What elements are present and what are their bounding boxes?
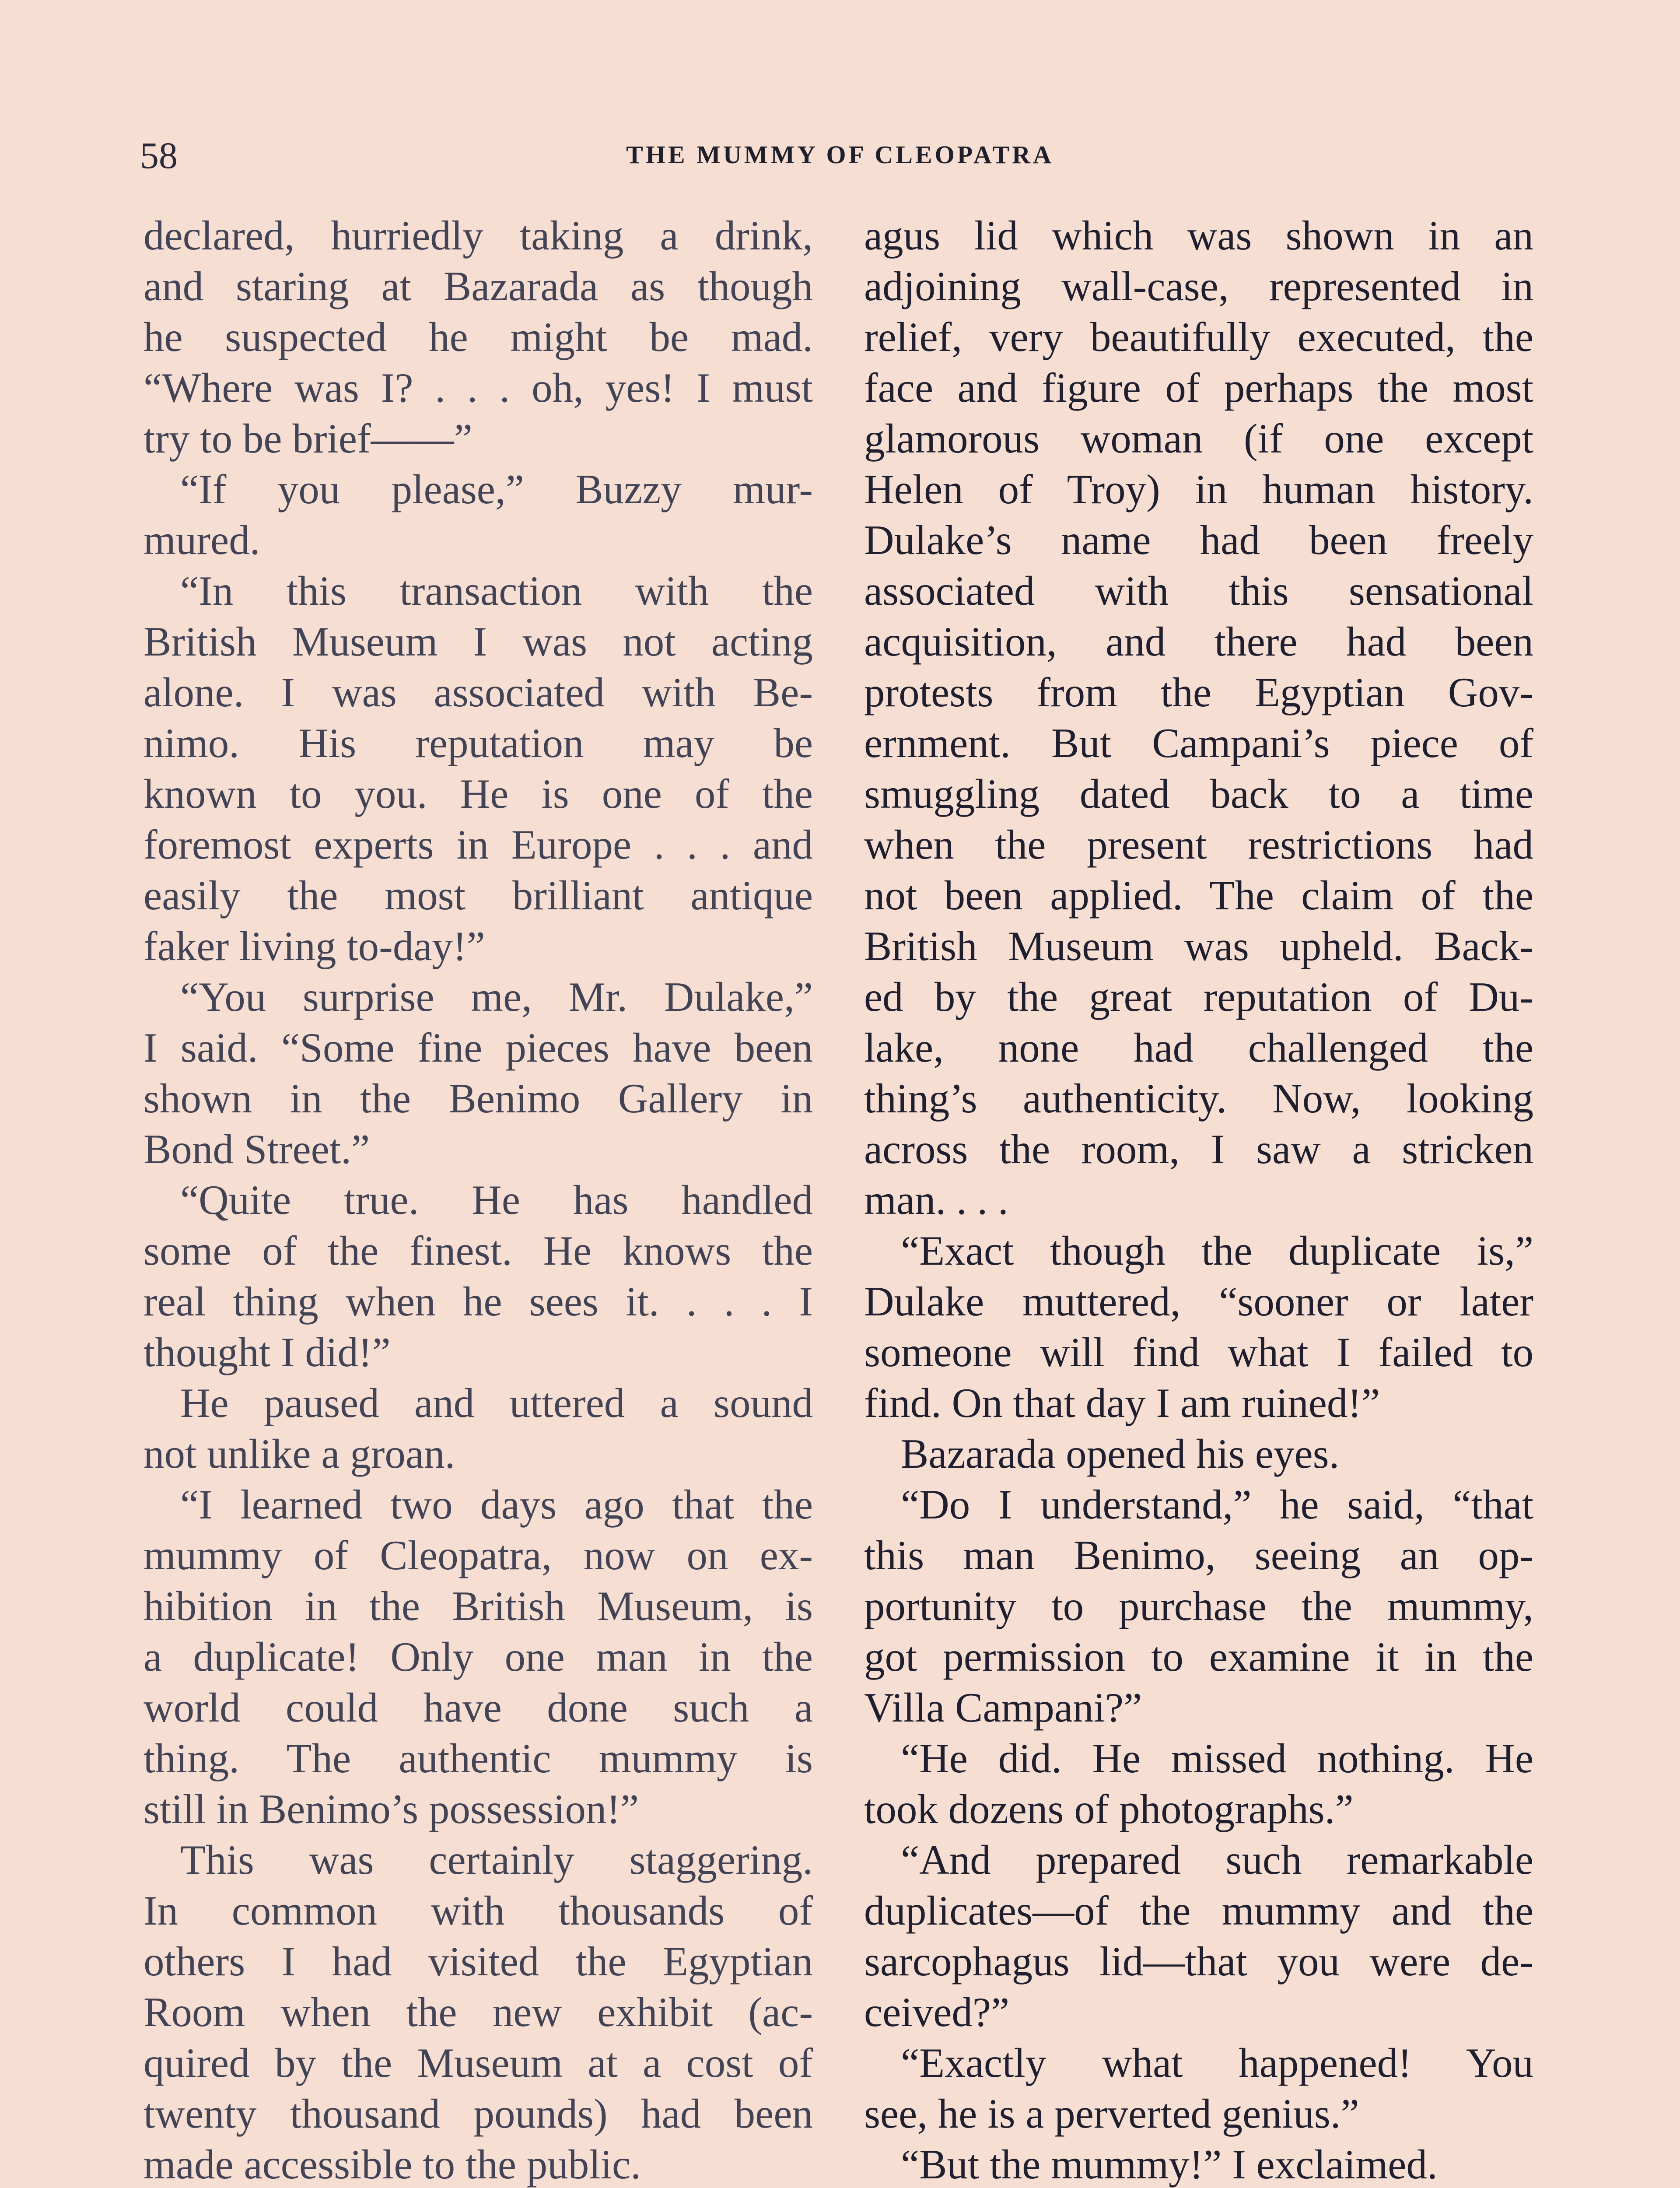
text-line: “Where was I? . . . oh, yes! I must xyxy=(144,365,813,411)
text-line: British Museum was upheld. Back- xyxy=(864,923,1533,969)
text-line: This was certainly staggering. xyxy=(180,1837,813,1883)
text-line: alone. I was associated with Be- xyxy=(144,669,813,715)
text-line: “You surprise me, Mr. Dulake,” xyxy=(180,974,813,1020)
text-line: thing. The authentic mummy is xyxy=(144,1735,813,1781)
text-line: British Museum I was not acting xyxy=(144,618,813,665)
text-line: He paused and uttered a sound xyxy=(180,1380,813,1426)
running-head: THE MUMMY OF CLEOPATRA xyxy=(626,140,1054,169)
text-line: associated with this sensational xyxy=(864,568,1533,614)
text-line: Helen of Troy) in human history. xyxy=(864,466,1533,512)
text-line: I said. “Some fine pieces have been xyxy=(144,1024,813,1071)
text-line: still in Benimo’s possession!” xyxy=(144,1786,639,1832)
text-line: thought I did!” xyxy=(144,1329,391,1375)
text-line: Dulake’s name had been freely xyxy=(864,517,1533,563)
text-line: see, he is a perverted genius.” xyxy=(864,2090,1359,2137)
text-line: sarcophagus lid—that you were de- xyxy=(864,1938,1533,1985)
text-line: declared, hurriedly taking a drink, xyxy=(144,212,813,259)
text-line: and staring at Bazarada as though xyxy=(144,263,813,309)
page-number: 58 xyxy=(140,134,178,176)
text-line: “If you please,” Buzzy mur- xyxy=(180,466,813,512)
text-line: Bond Street.” xyxy=(144,1126,370,1172)
text-line: he suspected he might be mad. xyxy=(144,314,813,360)
text-line: hibition in the British Museum, is xyxy=(144,1583,813,1629)
text-line: made accessible to the public. xyxy=(144,2141,641,2188)
text-line: a duplicate! Only one man in the xyxy=(144,1634,813,1680)
text-line: easily the most brilliant antique xyxy=(144,872,813,919)
text-line: try to be brief——” xyxy=(144,415,472,462)
text-line: mummy of Cleopatra, now on ex- xyxy=(144,1532,813,1578)
text-line: Room when the new exhibit (ac- xyxy=(144,1989,813,2035)
text-line: “I learned two days ago that the xyxy=(180,1481,813,1528)
text-line: others I had visited the Egyptian xyxy=(144,1938,813,1985)
text-line: some of the finest. He knows the xyxy=(144,1227,813,1274)
text-line: when the present restrictions had xyxy=(864,821,1533,868)
text-line: acquisition, and there had been xyxy=(864,618,1533,665)
text-line: world could have done such a xyxy=(144,1684,813,1731)
text-line: “In this transaction with the xyxy=(180,568,813,614)
text-line: real thing when he sees it. . . . I xyxy=(144,1278,813,1325)
left-text-column xyxy=(144,210,813,2188)
text-line: someone will find what I failed to xyxy=(864,1329,1533,1375)
text-line: thing’s authenticity. Now, looking xyxy=(864,1075,1533,1122)
text-line: shown in the Benimo Gallery in xyxy=(144,1075,813,1122)
text-line: not been applied. The claim of the xyxy=(864,872,1533,919)
text-line: ernment. But Campani’s piece of xyxy=(864,720,1533,766)
text-line: lake, none had challenged the xyxy=(864,1024,1533,1071)
text-line: “Do I understand,” he said, “that xyxy=(901,1481,1533,1528)
text-line: across the room, I saw a stricken xyxy=(864,1126,1533,1172)
text-line: quired by the Museum at a cost of xyxy=(144,2040,813,2086)
text-line: “He did. He missed nothing. He xyxy=(901,1735,1533,1781)
text-line: twenty thousand pounds) had been xyxy=(144,2090,813,2137)
text-line: portunity to purchase the mummy, xyxy=(864,1583,1533,1629)
text-line: man. . . . xyxy=(864,1177,1008,1223)
text-line: “Quite true. He has handled xyxy=(180,1177,813,1223)
text-line: smuggling dated back to a time xyxy=(864,771,1533,817)
text-line: “Exact though the duplicate is,” xyxy=(901,1227,1533,1274)
text-line: ceived?” xyxy=(864,1989,1010,2035)
text-line: adjoining wall-case, represented in xyxy=(864,263,1533,309)
text-line: ed by the great reputation of Du- xyxy=(864,974,1533,1020)
text-line: not unlike a groan. xyxy=(144,1431,455,1477)
text-line: took dozens of photographs.” xyxy=(864,1786,1354,1832)
page-header xyxy=(140,131,1540,184)
right-text-column xyxy=(864,210,1533,2188)
text-line: foremost experts in Europe . . . and xyxy=(144,821,813,868)
text-line: protests from the Egyptian Gov- xyxy=(864,669,1533,715)
text-line: “But the mummy!” I exclaimed. xyxy=(901,2141,1438,2188)
text-line: known to you. He is one of the xyxy=(144,771,813,817)
text-line: mured. xyxy=(144,517,260,563)
text-line: In common with thousands of xyxy=(144,1887,813,1934)
text-line: Bazarada opened his eyes. xyxy=(901,1431,1340,1477)
text-line: Dulake muttered, “sooner or later xyxy=(864,1278,1533,1325)
text-line: find. On that day I am ruined!” xyxy=(864,1380,1380,1426)
text-line: glamorous woman (if one except xyxy=(864,415,1533,462)
text-line: face and figure of perhaps the most xyxy=(864,365,1533,411)
text-line: duplicates—of the mummy and the xyxy=(864,1887,1533,1934)
text-line: got permission to examine it in the xyxy=(864,1634,1533,1680)
text-line: this man Benimo, seeing an op- xyxy=(864,1532,1533,1578)
text-line: relief, very beautifully executed, the xyxy=(864,314,1533,360)
text-line: “And prepared such remarkable xyxy=(901,1837,1533,1883)
text-line: Villa Campani?” xyxy=(864,1684,1142,1731)
text-line: nimo. His reputation may be xyxy=(144,720,813,766)
text-line: “Exactly what happened! You xyxy=(901,2040,1533,2086)
text-line: agus lid which was shown in an xyxy=(864,212,1533,259)
text-line: faker living to-day!” xyxy=(144,923,485,969)
